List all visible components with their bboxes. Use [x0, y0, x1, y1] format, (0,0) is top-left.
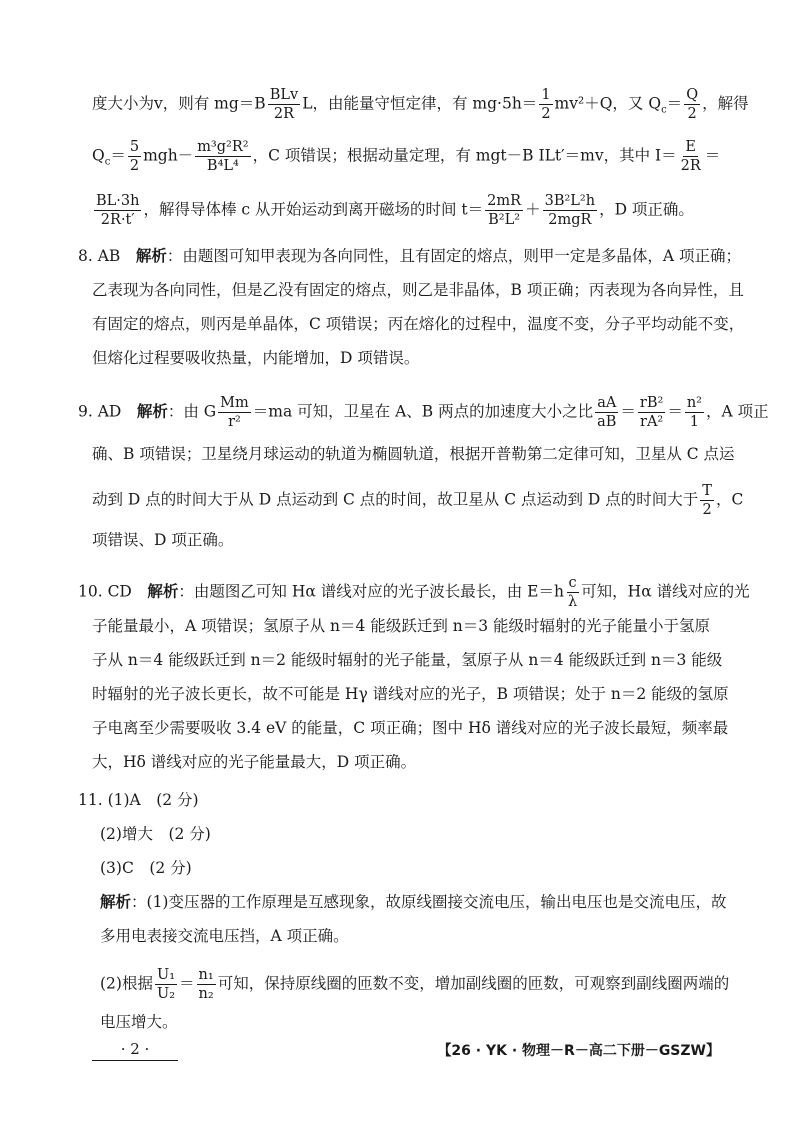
p11-line-1: 11. (1)A (2 分) [78, 791, 199, 809]
p7-line-1: 度大小为v，则有 mg＝B BLv 2R L，由能量守恒定律，有 mg·5h＝ $\frac{1}{2}$ mv²＋Q，又 $Q_c=$ $\frac{Q}{2}$ ，解得 [92, 87, 749, 122]
p8-line-2: 乙表现为各向同性，但是乙没有固定的熔点，则乙是非晶体，B 项正确；丙表现为各向异性，且 [92, 281, 744, 299]
fraction: $\frac{Mm}{\text{r²}}$ [220, 395, 249, 430]
p8-line-1: 8. AB 解析：由题图可知甲表现为各向同性，且有固定的熔点，则甲一定是多晶体，A 项正确； [78, 247, 741, 265]
p9-line-1: 9. AD 解析：由 G $\frac{Mm}{\text{r²}}$ ＝ma 可知，卫星在 A、B 两点的加速度大小之比 $\frac{aA}{aB}$ ＝ $\frac{\text{rB²}}{\text{rA²}}$ ＝ $\frac{\text{n²}}{1}$ ，A 项正 [78, 395, 769, 430]
page-number: · 2 · [92, 1038, 178, 1061]
p11-line-3: (3)C (2 分) [100, 859, 192, 877]
fraction: $\frac{1}{2}$ [541, 87, 551, 122]
fraction: $\frac{Q}{2}$ [686, 87, 699, 122]
fraction: $\frac{BL\cdot 3h}{2R\cdot t'}$ [96, 193, 140, 228]
fraction: 3B²L²h 2mgR [544, 193, 596, 228]
fraction: $\frac{\text{n²}}{1}$ [686, 395, 702, 430]
p10-line-4: 时辐射的光子波长更长，故不可能是 Hγ 谱线对应的光子，B 项错误；处于 n＝2 能级的氢原 [92, 685, 729, 703]
p8-line-4: 但熔化过程要吸收热量，内能增加，D 项错误。 [92, 349, 420, 367]
p7-line-3: $\frac{BL\cdot 3h}{2R\cdot t'}$ ，解得导体棒 c 从开始运动到离开磁场的时间 t＝ $\frac{2mR}{\text{B²L²}}$ ＋ 3B²L²h 2mgR ，D 项正确。 [96, 193, 694, 228]
fraction: $\frac{5}{2}$ [129, 139, 140, 174]
fraction: $\frac{2mR}{\text{B²L²}}$ [487, 193, 522, 228]
fraction: $\frac{aA}{aB}$ [597, 395, 617, 430]
fraction: $\frac{\text{n₁}}{\text{n₂}}$ [198, 967, 214, 1002]
p10-line-6: 大，Hδ 谱线对应的光子能量最大，D 项正确。 [92, 753, 417, 771]
fraction: $\frac{\text{rB²}}{\text{rA²}}$ [639, 395, 664, 430]
document-code: 【26 · YK · 物理－R－高二下册－GSZW】 [437, 1043, 720, 1059]
p11-line-2: (2)增大 (2 分) [100, 825, 211, 843]
fraction: $\frac{T}{2}$ [702, 483, 712, 518]
p10-line-2: 子能量最小，A 项错误；氢原子从 n＝4 能级跃迁到 n＝3 能级时辐射的光子能量小于氢原 [92, 617, 711, 635]
fraction: $\frac{E}{2R}$ [680, 139, 701, 174]
fraction: $\frac{\text{m³g²R²}}{\text{B⁴L⁴}}$ [197, 139, 249, 174]
fraction: $\frac{c}{\lambda}$ [567, 575, 578, 610]
p9-line-3: 动到 D 点的时间大于从 D 点运动到 C 点的时间，故卫星从 C 点运动到 D 点的时间大于 $\frac{T}{2}$ ，C [92, 483, 744, 518]
p11-line-6: (2)根据 $\frac{\text{U₁}}{\text{U₂}}$ ＝ $\frac{\text{n₁}}{\text{n₂}}$ 可知，保持原线圈的匝数不变，增加副线圈的匝数，可观察到副线圈两端的 [100, 967, 730, 1002]
p11-line-7: 电压增大。 [100, 1013, 178, 1031]
p9-line-4: 项错误、D 项正确。 [92, 531, 234, 549]
p9-line-2: 确、B 项错误；卫星绕月球运动的轨道为椭圆轨道，根据开普勒第二定律可知，卫星从 C 点运 [92, 445, 735, 463]
p10-line-5: 子电离至少需要吸收 3.4 eV 的能量，C 项正确；图中 Hδ 谱线对应的光子波长最短，频率最 [92, 719, 729, 737]
p10-line-1: 10. CD 解析：由题图乙可知 Hα 谱线对应的光子波长最长，由 E＝h $\frac{c}{\lambda}$ 可知，Hα 谱线对应的光 [78, 575, 750, 610]
fraction: $\frac{\text{U₁}}{\text{U₂}}$ [156, 967, 176, 1002]
fraction: BLv 2R [269, 87, 299, 122]
p11-line-5: 多用电表接交流电压挡，A 项正确。 [100, 927, 349, 945]
p8-line-3: 有固定的熔点，则丙是单晶体，C 项错误；丙在熔化的过程中，温度不变，分子平均动能不变， [92, 315, 745, 333]
p10-line-3: 子从 n＝4 能级跃迁到 n＝2 能级时辐射的光子能量，氢原子从 n＝4 能级跃迁到 n＝3 能级 [92, 651, 723, 669]
p7-line-2: $Q_c=$ $\frac{5}{2}$ mgh－ $\frac{\text{m³g²R²}}{\text{B⁴L⁴}}$ ，C 项错误；根据动量定理，有 mgt－B ILt′＝mv，其中 I＝ $\frac{E}{2R}$ ＝ [92, 139, 721, 174]
p11-line-4: 解析：(1)变压器的工作原理是互感现象，故原线圈接交流电压，输出电压也是交流电压，故 [100, 893, 727, 911]
